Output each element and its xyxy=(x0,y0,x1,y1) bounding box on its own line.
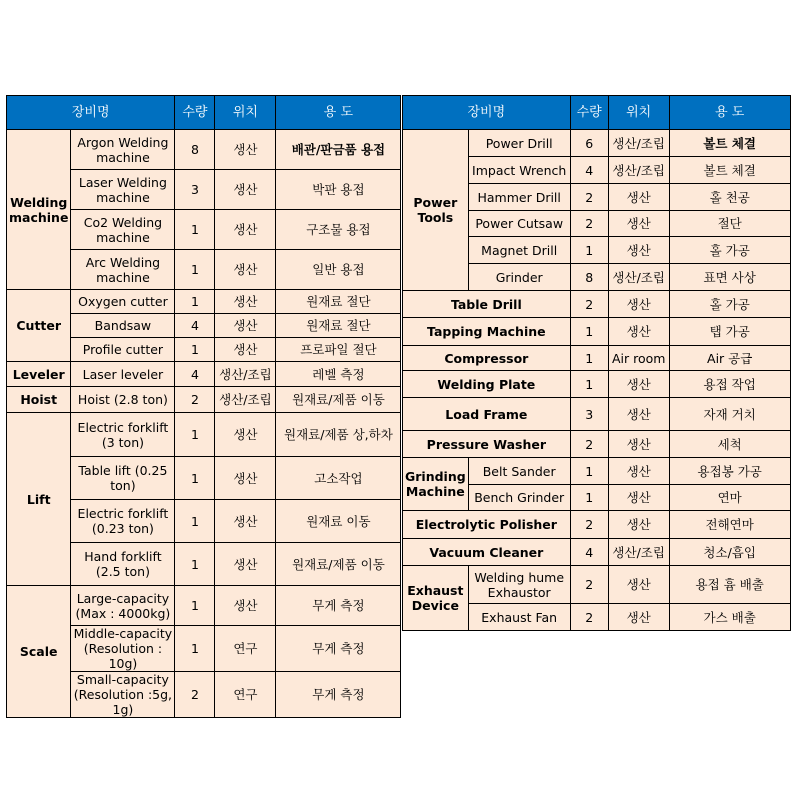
table-row xyxy=(7,290,401,314)
equipment-qty: 2 xyxy=(570,604,608,631)
equipment-location: 생산 xyxy=(608,184,669,211)
equipment-location: 생산 xyxy=(608,291,669,318)
equipment-qty: 1 xyxy=(175,626,215,672)
equipment-location: Air room xyxy=(608,346,669,371)
equipment-location: 생산/조립 xyxy=(608,130,669,157)
equipment-name: Co2 Welding machine xyxy=(71,210,175,250)
equipment-usage: 홀 천공 xyxy=(669,184,790,211)
equipment-qty: 1 xyxy=(175,457,215,500)
table-row xyxy=(403,398,791,431)
equipment-usage: 볼트 체결 xyxy=(669,130,790,157)
equipment-usage: 가스 배출 xyxy=(669,604,790,631)
equipment-qty: 1 xyxy=(175,338,215,362)
equipment-name: Hammer Drill xyxy=(468,184,570,211)
equipment-qty: 1 xyxy=(175,543,215,586)
equipment-location: 생산 xyxy=(608,604,669,631)
equipment-location: 생산 xyxy=(215,130,276,170)
header-equipment-name: 장비명 xyxy=(7,96,175,130)
equipment-qty: 8 xyxy=(175,130,215,170)
table-row xyxy=(403,318,791,346)
table-header-row xyxy=(7,96,401,130)
equipment-name: Bench Grinder xyxy=(468,485,570,511)
equipment-qty: 2 xyxy=(570,431,608,458)
equipment-location: 생산/조립 xyxy=(215,362,276,387)
equipment-usage: 표면 사상 xyxy=(669,264,790,291)
equipment-name: Load Frame xyxy=(403,398,571,431)
equipment-qty: 4 xyxy=(175,314,215,338)
equipment-usage: 레벨 측정 xyxy=(276,362,401,387)
table-row xyxy=(403,431,791,458)
equipment-qty: 6 xyxy=(570,130,608,157)
equipment-location: 생산 xyxy=(608,511,669,539)
equipment-location: 생산 xyxy=(215,543,276,586)
equipment-location: 생산 xyxy=(215,338,276,362)
equipment-table-right xyxy=(402,95,791,631)
equipment-usage: 박판 용접 xyxy=(276,170,401,210)
group-leveler: Leveler xyxy=(7,362,71,387)
table-row xyxy=(7,362,401,387)
equipment-location: 생산 xyxy=(608,211,669,237)
header-usage: 용 도 xyxy=(276,96,401,130)
equipment-qty: 8 xyxy=(570,264,608,291)
equipment-usage: 프로파일 절단 xyxy=(276,338,401,362)
equipment-name: Pressure Washer xyxy=(403,431,571,458)
equipment-name: Middle-capacity (Resolution : 10g) xyxy=(71,626,175,672)
equipment-usage: Air 공급 xyxy=(669,346,790,371)
equipment-usage: 무게 측정 xyxy=(276,586,401,626)
equipment-location: 생산 xyxy=(215,586,276,626)
equipment-name: Power Drill xyxy=(468,130,570,157)
equipment-name: Compressor xyxy=(403,346,571,371)
equipment-location: 생산 xyxy=(608,318,669,346)
equipment-qty: 1 xyxy=(175,210,215,250)
equipment-usage: 원재료 절단 xyxy=(276,314,401,338)
equipment-name: Welding Plate xyxy=(403,371,571,398)
equipment-name: Electric forklift (3 ton) xyxy=(71,413,175,457)
group-hoist: Hoist xyxy=(7,387,71,413)
equipment-usage: 일반 용접 xyxy=(276,250,401,290)
header-usage: 용 도 xyxy=(669,96,790,130)
equipment-name: Hand forklift (2.5 ton) xyxy=(71,543,175,586)
equipment-location: 생산 xyxy=(608,458,669,485)
equipment-location: 생산 xyxy=(215,210,276,250)
equipment-usage: 연마 xyxy=(669,485,790,511)
equipment-usage: 원재료/제품 이동 xyxy=(276,387,401,413)
equipment-qty: 1 xyxy=(570,458,608,485)
equipment-usage: 탭 가공 xyxy=(669,318,790,346)
equipment-name: Magnet Drill xyxy=(468,237,570,264)
table-row xyxy=(403,371,791,398)
equipment-location: 생산/조립 xyxy=(608,264,669,291)
equipment-location: 생산/조립 xyxy=(215,387,276,413)
equipment-usage: 고소작업 xyxy=(276,457,401,500)
table-row xyxy=(7,413,401,457)
equipment-location: 생산 xyxy=(215,457,276,500)
table-row xyxy=(403,458,791,485)
equipment-location: 생산 xyxy=(215,413,276,457)
equipment-usage: 용접 흄 배출 xyxy=(669,566,790,604)
equipment-qty: 1 xyxy=(570,485,608,511)
equipment-qty: 3 xyxy=(570,398,608,431)
equipment-usage: 홀 가공 xyxy=(669,237,790,264)
equipment-qty: 3 xyxy=(175,170,215,210)
table-row xyxy=(403,130,791,157)
equipment-usage: 무게 측정 xyxy=(276,626,401,672)
table-row xyxy=(403,291,791,318)
table-header-row xyxy=(403,96,791,130)
table-row xyxy=(7,387,401,413)
equipment-qty: 2 xyxy=(570,566,608,604)
equipment-name: Electric forklift (0.23 ton) xyxy=(71,500,175,543)
equipment-usage: 원재료/제품 상,하차 xyxy=(276,413,401,457)
equipment-name: Bandsaw xyxy=(71,314,175,338)
equipment-usage: 절단 xyxy=(669,211,790,237)
equipment-qty: 1 xyxy=(570,318,608,346)
equipment-qty: 2 xyxy=(175,387,215,413)
group-scale: Scale xyxy=(7,586,71,718)
equipment-usage: 원재료 이동 xyxy=(276,500,401,543)
equipment-name: Belt Sander xyxy=(468,458,570,485)
equipment-location: 생산 xyxy=(608,237,669,264)
equipment-location: 생산 xyxy=(608,398,669,431)
equipment-location: 생산 xyxy=(215,314,276,338)
equipment-qty: 1 xyxy=(175,290,215,314)
equipment-location: 생산 xyxy=(215,500,276,543)
header-location: 위치 xyxy=(608,96,669,130)
table-row xyxy=(403,511,791,539)
equipment-name: Grinder xyxy=(468,264,570,291)
group-lift: Lift xyxy=(7,413,71,586)
equipment-location: 생산 xyxy=(215,290,276,314)
table-row xyxy=(7,130,401,170)
equipment-name: Welding hume Exhaustor xyxy=(468,566,570,604)
equipment-name: Power Cutsaw xyxy=(468,211,570,237)
equipment-location: 생산 xyxy=(608,371,669,398)
equipment-name: Laser Welding machine xyxy=(71,170,175,210)
equipment-name: Oxygen cutter xyxy=(71,290,175,314)
header-equipment-name: 장비명 xyxy=(403,96,571,130)
equipment-name: Profile cutter xyxy=(71,338,175,362)
equipment-usage: 볼트 체결 xyxy=(669,157,790,184)
equipment-usage: 자재 거치 xyxy=(669,398,790,431)
equipment-name: Exhaust Fan xyxy=(468,604,570,631)
group-exhaust-device: Exhaust Device xyxy=(403,566,469,631)
equipment-qty: 1 xyxy=(175,586,215,626)
equipment-location: 생산 xyxy=(608,566,669,604)
equipment-qty: 1 xyxy=(175,413,215,457)
equipment-location: 생산 xyxy=(608,431,669,458)
table-row xyxy=(7,586,401,626)
equipment-name: Arc Welding machine xyxy=(71,250,175,290)
equipment-qty: 2 xyxy=(570,211,608,237)
equipment-qty: 2 xyxy=(175,672,215,718)
equipment-name: Hoist (2.8 ton) xyxy=(71,387,175,413)
equipment-qty: 4 xyxy=(175,362,215,387)
equipment-location: 생산 xyxy=(215,250,276,290)
equipment-qty: 2 xyxy=(570,291,608,318)
group-power-tools: Power Tools xyxy=(403,130,469,291)
equipment-qty: 2 xyxy=(570,511,608,539)
equipment-usage: 배관/판금품 용접 xyxy=(276,130,401,170)
equipment-name: Table lift (0.25 ton) xyxy=(71,457,175,500)
equipment-name: Laser leveler xyxy=(71,362,175,387)
equipment-location: 생산 xyxy=(608,485,669,511)
equipment-location: 생산/조립 xyxy=(608,539,669,566)
equipment-name: Argon Welding machine xyxy=(71,130,175,170)
equipment-usage: 용접봉 가공 xyxy=(669,458,790,485)
equipment-usage: 용접 작업 xyxy=(669,371,790,398)
equipment-qty: 1 xyxy=(570,237,608,264)
equipment-qty: 4 xyxy=(570,157,608,184)
header-quantity: 수량 xyxy=(570,96,608,130)
equipment-location: 생산/조립 xyxy=(608,157,669,184)
equipment-usage: 세척 xyxy=(669,431,790,458)
equipment-qty: 4 xyxy=(570,539,608,566)
equipment-usage: 무게 측정 xyxy=(276,672,401,718)
equipment-usage: 전해연마 xyxy=(669,511,790,539)
equipment-usage: 원재료/제품 이동 xyxy=(276,543,401,586)
equipment-location: 연구 xyxy=(215,626,276,672)
equipment-name: Table Drill xyxy=(403,291,571,318)
group-welding-machine: Welding machine xyxy=(7,130,71,290)
header-location: 위치 xyxy=(215,96,276,130)
group-cutter: Cutter xyxy=(7,290,71,362)
equipment-name: Electrolytic Polisher xyxy=(403,511,571,539)
equipment-location: 연구 xyxy=(215,672,276,718)
equipment-usage: 구조물 용접 xyxy=(276,210,401,250)
equipment-qty: 1 xyxy=(570,371,608,398)
table-row xyxy=(403,566,791,604)
equipment-name: Impact Wrench xyxy=(468,157,570,184)
header-quantity: 수량 xyxy=(175,96,215,130)
equipment-usage: 청소/흡입 xyxy=(669,539,790,566)
equipment-name: Tapping Machine xyxy=(403,318,571,346)
equipment-qty: 1 xyxy=(570,346,608,371)
equipment-qty: 2 xyxy=(570,184,608,211)
equipment-usage: 홀 가공 xyxy=(669,291,790,318)
equipment-table-left xyxy=(6,95,401,718)
equipment-name: Large-capacity (Max : 4000kg) xyxy=(71,586,175,626)
table-row xyxy=(403,346,791,371)
table-row xyxy=(403,539,791,566)
equipment-qty: 1 xyxy=(175,250,215,290)
group-grinding-machine: Grinding Machine xyxy=(403,458,469,511)
equipment-name: Small-capacity (Resolution :5g, 1g) xyxy=(71,672,175,718)
equipment-usage: 원재료 절단 xyxy=(276,290,401,314)
equipment-name: Vacuum Cleaner xyxy=(403,539,571,566)
equipment-qty: 1 xyxy=(175,500,215,543)
equipment-location: 생산 xyxy=(215,170,276,210)
